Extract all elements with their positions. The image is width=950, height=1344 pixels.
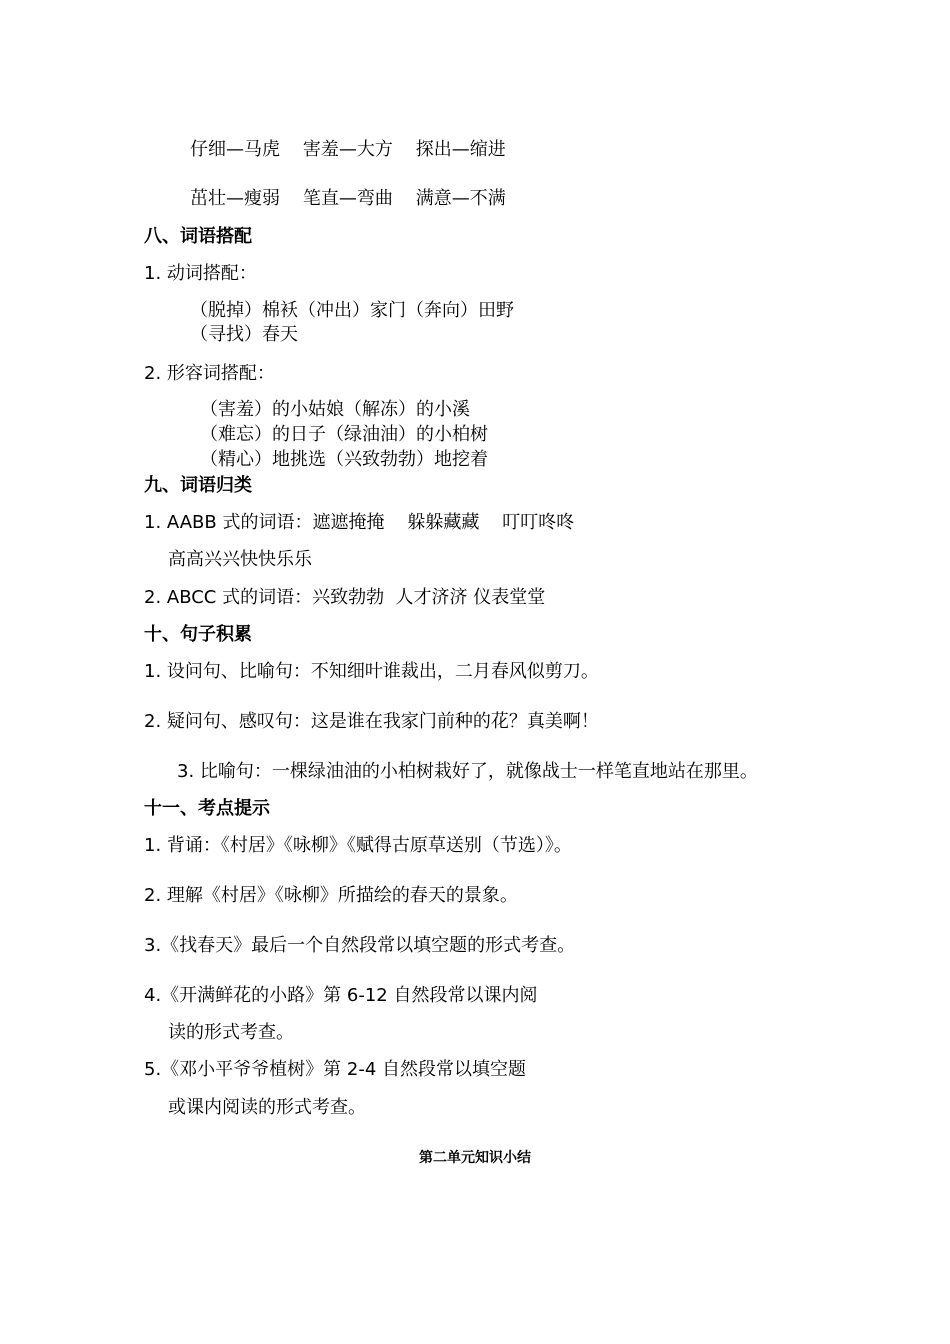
section-8-item-2-line-3: （精心）地挑选（兴致勃勃）地挖着 bbox=[200, 449, 488, 470]
section-11-item-5-line-1: 5.《邓小平爷爷植树》第 2-4 自然段常以填空题 bbox=[144, 1059, 527, 1080]
section-9-item-1-line-1: 1. AABB 式的词语：遮遮掩掩 躲躲藏藏 叮叮咚咚 bbox=[144, 512, 575, 533]
section-11-item-4-line-2: 读的形式考查。 bbox=[168, 1022, 294, 1043]
section-11-item-3: 3.《找春天》最后一个自然段常以填空题的形式考查。 bbox=[144, 935, 576, 956]
section-9-item-2: 2. ABCC 式的词语：兴致勃勃 人才济济 仪表堂堂 bbox=[144, 587, 546, 608]
section-10-item-3: 3. 比喻句：一棵绿油油的小柏树栽好了，就像战士一样笔直地站在那里。 bbox=[177, 761, 758, 782]
section-8-heading: 八、词语搭配 bbox=[144, 226, 252, 247]
section-8-item-1-line-1: （脱掉）棉袄（冲出）家门（奔向）田野 bbox=[190, 300, 514, 321]
section-8-item-2-line-1: （害羞）的小姑娘（解冻）的小溪 bbox=[200, 399, 470, 420]
antonym-row-2: 茁壮—瘦弱 笔直—弯曲 满意—不满 bbox=[190, 188, 506, 209]
section-11-heading: 十一、考点提示 bbox=[144, 798, 270, 819]
section-9-heading: 九、词语归类 bbox=[144, 475, 252, 496]
section-9-item-1-line-2: 高高兴兴快快乐乐 bbox=[168, 549, 312, 570]
footer-title: 第二单元知识小结 bbox=[419, 1150, 531, 1166]
section-10-item-2: 2. 疑问句、感叹句：这是谁在我家门前种的花？真美啊！ bbox=[144, 711, 599, 732]
section-8-item-1-line-2: （寻找）春天 bbox=[190, 324, 298, 345]
antonym-row-1: 仔细—马虎 害羞—大方 探出—缩进 bbox=[190, 139, 506, 160]
section-8-item-2-line-2: （难忘）的日子（绿油油）的小柏树 bbox=[200, 424, 488, 445]
section-11-item-1: 1. 背诵：《村居》《咏柳》《赋得古原草送别（节选）》。 bbox=[144, 835, 572, 856]
section-11-item-2: 2. 理解《村居》《咏柳》所描绘的春天的景象。 bbox=[144, 885, 518, 906]
section-11-item-5-line-2: 或课内阅读的形式考查。 bbox=[168, 1097, 366, 1118]
section-8-item-2-title: 2. 形容词搭配： bbox=[144, 363, 275, 384]
section-11-item-4-line-1: 4.《开满鲜花的小路》第 6-12 自然段常以课内阅 bbox=[144, 985, 538, 1006]
section-8-item-1-title: 1. 动词搭配： bbox=[144, 263, 257, 284]
section-10-item-1: 1. 设问句、比喻句：不知细叶谁裁出，二月春风似剪刀。 bbox=[144, 661, 599, 682]
section-10-heading: 十、句子积累 bbox=[144, 624, 252, 645]
